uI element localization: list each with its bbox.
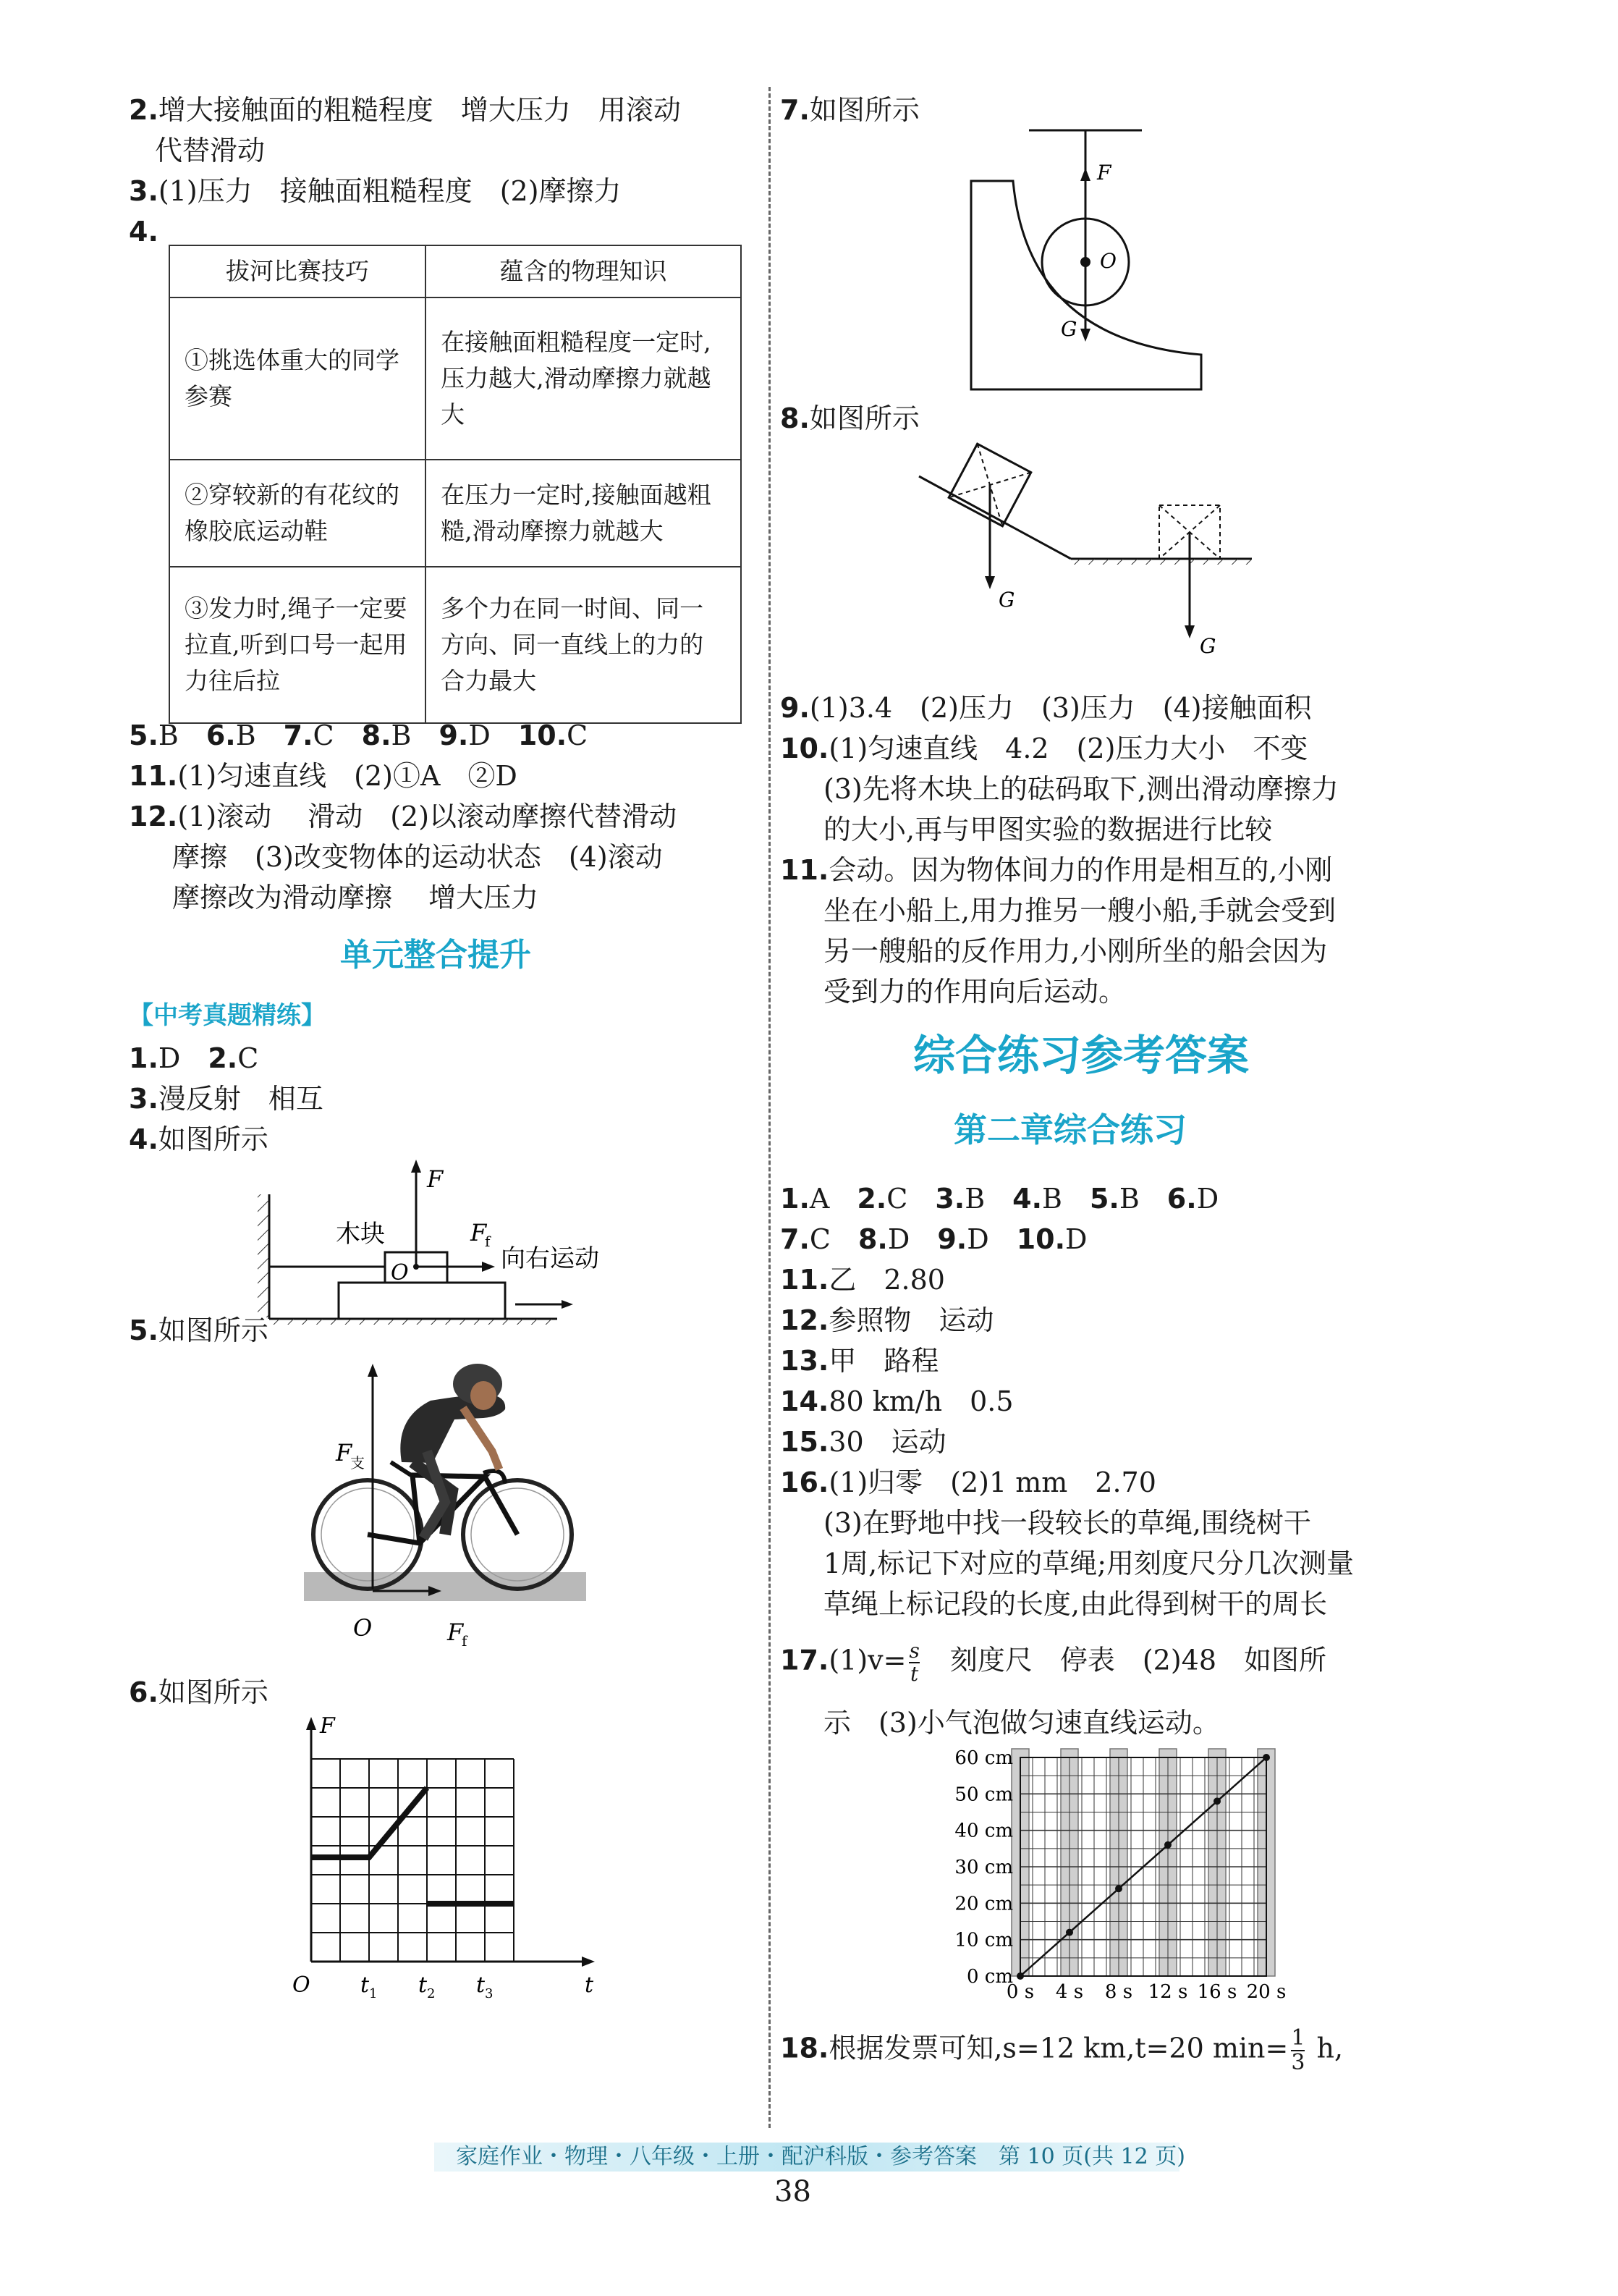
table-cell: ②穿较新的有花纹的橡胶底运动鞋 <box>169 460 425 567</box>
answer-12-cont: 摩擦 (3)改变物体的运动状态 (4)滚动 <box>172 841 663 873</box>
label-motion: 向右运动 <box>501 1244 599 1273</box>
center-o <box>1080 257 1090 267</box>
table-cell: 多个力在同一时间、同一方向、同一直线上的力的合力最大 <box>425 567 741 723</box>
chapter-answer-11: 11.乙 2.80 <box>780 1264 945 1296</box>
chapter-title: 第二章综合练习 <box>954 1110 1187 1149</box>
arrow-head <box>1080 168 1090 181</box>
label-g: G <box>1061 317 1077 341</box>
wall-hatch <box>258 1194 269 1317</box>
tug-of-war-table <box>169 245 742 724</box>
zhongkao-4: 4.如图所示 <box>129 1123 268 1155</box>
point-o <box>413 1264 419 1270</box>
answer-11-cont: 受到力的作用向后运动。 <box>823 976 1127 1008</box>
chart-data-point <box>1066 1929 1073 1936</box>
arrow-head <box>562 1300 573 1309</box>
label-t1: t <box>360 1972 370 1998</box>
arrow-head <box>306 1717 316 1730</box>
chart-data-point <box>1017 1972 1024 1980</box>
zhongkao-6: 6.如图所示 <box>129 1676 268 1708</box>
arrow-head <box>1185 625 1195 638</box>
main-title: 综合练习参考答案 <box>913 1031 1250 1080</box>
chapter-answer-15: 15.30 运动 <box>780 1426 946 1458</box>
answer-12: 12.(1)滚动 滑动 (2)以滚动摩擦代替滑动 <box>129 801 677 832</box>
chart-x-tick-label: 4 s <box>1055 1981 1084 2003</box>
bubble-position-time-chart <box>912 1737 1288 2005</box>
figure-blocks-gravity <box>912 440 1274 672</box>
chapter-answer-16-cont: 1周,标记下对应的草绳;用刻度尺分几次测量 <box>823 1548 1355 1579</box>
seat <box>391 1462 411 1475</box>
table-cell: ①挑选体重大的同学参赛 <box>169 297 425 460</box>
answer-2: 2.增大接触面的粗糙程度 增大压力 用滚动 <box>129 94 681 126</box>
label-fzhi: F <box>336 1439 352 1466</box>
page-number: 38 <box>774 2175 811 2208</box>
arrow-head <box>985 576 995 589</box>
table-header: 蕴含的物理知识 <box>425 245 741 297</box>
table-header: 拔河比赛技巧 <box>169 245 425 297</box>
answer-4-number: 4. <box>129 216 158 248</box>
label-o: O <box>1100 249 1117 273</box>
chart-y-tick-label: 10 cm <box>954 1929 1013 1951</box>
chart-x-tick-label: 12 s <box>1148 1981 1188 2003</box>
unit-title: 单元整合提升 <box>340 937 531 974</box>
section-bracket-title: 【中考真题精练】 <box>129 1001 326 1030</box>
arrow-head <box>368 1364 378 1377</box>
chapter-answer-16-cont: 草绳上标记段的长度,由此得到树干的周长 <box>823 1588 1328 1620</box>
label-ff-sub: f <box>462 1632 467 1650</box>
arrow-head <box>482 1262 495 1272</box>
chapter-answer-16-cont: (3)在野地中找一段较长的草绳,围绕树干 <box>823 1507 1311 1539</box>
table-cell: 在压力一定时,接触面越粗糙,滑动摩擦力就越大 <box>425 460 741 567</box>
chart-y-tick-label: 0 cm <box>966 1966 1013 1988</box>
answer-7: 7.如图所示 <box>780 94 920 126</box>
label-ff: F <box>470 1219 487 1246</box>
chart-data-point <box>1115 1885 1122 1892</box>
chart-x-tick-label: 20 s <box>1246 1981 1287 2003</box>
zhongkao-1-2: 1.D 2.C <box>129 1042 259 1074</box>
chart-x-tick-label: 8 s <box>1104 1981 1133 2003</box>
answer-3: 3.(1)压力 接触面粗糙程度 (2)摩擦力 <box>129 175 622 207</box>
answer-10-cont: (3)先将木块上的砝码取下,测出滑动摩擦力 <box>823 773 1339 805</box>
chart-y-tick-label: 30 cm <box>954 1857 1013 1878</box>
chapter-answer-13: 13.甲 路程 <box>780 1345 939 1377</box>
chart-y-tick-label: 40 cm <box>954 1820 1013 1842</box>
table-header-row <box>169 245 741 297</box>
label-o: O <box>353 1614 373 1642</box>
chapter-answer-17: 17.(1)v= $\frac{s}{t}$ 刻度尺 停表 (2)48 如图所 <box>780 1639 1327 1686</box>
label-fzhi-sub: 支 <box>350 1454 365 1472</box>
chapter-answer-18: 18.根据发票可知,s=12 km,t=20 min= $\frac{1}{3}$ h, <box>780 2025 1344 2075</box>
label-f: F <box>1097 161 1111 185</box>
chart-x-tick-label: 16 s <box>1197 1981 1237 2003</box>
table-cell: ③发力时,绳子一定要拉直,听到口号一起用力往后拉 <box>169 567 425 723</box>
chapter-answer-17-cont: 示 (3)小气泡做匀速直线运动。 <box>823 1707 1220 1739</box>
answer-8: 8.如图所示 <box>780 402 920 434</box>
answers-5-10: 5.B 6.B 7.C 8.B 9.D 10.C <box>129 719 588 751</box>
fraction-s-over-t: $\frac{s}{t}$ <box>909 1639 920 1686</box>
incline <box>919 476 1071 559</box>
answer-11: 11.(1)匀速直线 (2)①A ②D <box>129 760 517 792</box>
chart-data-point <box>1214 1797 1221 1805</box>
label-block: 木块 <box>336 1220 385 1249</box>
chart-data-point <box>1164 1841 1172 1849</box>
label-f: F <box>320 1713 335 1739</box>
label-t2-sub: 2 <box>427 1986 436 2001</box>
label-t2: t <box>418 1972 428 1998</box>
label-t3-sub: 3 <box>485 1986 494 2001</box>
chart-y-tick-label: 60 cm <box>954 1747 1013 1769</box>
chart-y-tick-label: 50 cm <box>954 1784 1013 1806</box>
answer-12-cont: 摩擦改为滑动摩擦 增大压力 <box>172 882 539 913</box>
label-o: O <box>391 1260 409 1286</box>
chapter-answer-16: 16.(1)归零 (2)1 mm 2.70 <box>780 1466 1156 1498</box>
floor-hatch <box>1071 559 1252 565</box>
chapter-answer-14: 14.80 km/h 0.5 <box>780 1385 1014 1417</box>
figure-ball-on-curve <box>962 123 1223 398</box>
bike-fork <box>485 1477 517 1535</box>
arrow-head <box>411 1160 421 1173</box>
answer-11-right: 11.会动。因为物体间力的作用是相互的,小刚 <box>780 854 1333 886</box>
chart-y-tick-label: 20 cm <box>954 1893 1013 1915</box>
zhongkao-5: 5.如图所示 <box>129 1314 268 1346</box>
chart-x-tick-label: 0 s <box>1006 1981 1035 2003</box>
footer-text: 家庭作业・物理・八年级・上册・配沪科版・参考答案 第 10 页(共 12 页) <box>456 2144 1185 2169</box>
table-row <box>169 297 741 460</box>
answer-2-cont: 代替滑动 <box>155 135 266 166</box>
arrow-head <box>582 1957 595 1967</box>
column-divider <box>768 87 771 2128</box>
zhongkao-3: 3.漫反射 相互 <box>129 1083 323 1115</box>
label-t3: t <box>476 1972 486 1998</box>
figure-block-forces <box>253 1158 658 1325</box>
label-t: t <box>585 1972 594 1998</box>
table-row <box>169 567 741 723</box>
board <box>339 1283 505 1319</box>
table-cell: 在接触面粗糙程度一定时,压力越大,滑动摩擦力就越大 <box>425 297 741 460</box>
label-g: G <box>1200 634 1216 658</box>
arrow-head <box>1080 329 1090 342</box>
table-row <box>169 460 741 567</box>
answer-10-cont: 的大小,再与甲图实验的数据进行比较 <box>823 814 1273 845</box>
chapter-answers-1-6: 1.A 2.C 3.B 4.B 5.B 6.D <box>780 1183 1219 1215</box>
chapter-answer-12: 12.参照物 运动 <box>780 1304 994 1336</box>
chapter-answers-7-10: 7.C 8.D 9.D 10.D <box>780 1223 1088 1255</box>
answer-11-cont: 另一艘船的反作用力,小刚所坐的船会因为 <box>823 935 1328 967</box>
label-o: O <box>292 1972 310 1998</box>
figure-cyclist <box>304 1354 593 1658</box>
answer-9: 9.(1)3.4 (2)压力 (3)压力 (4)接触面积 <box>780 692 1312 724</box>
fraction-one-third: $\frac{1}{3}$ <box>1291 2025 1305 2075</box>
label-g: G <box>999 588 1015 612</box>
label-t1-sub: 1 <box>369 1986 378 2001</box>
chart-data-point <box>1263 1754 1270 1761</box>
answer-11-cont: 坐在小船上,用力推另一艘小船,手就会受到 <box>823 895 1337 927</box>
label-ff-sub: f <box>485 1233 491 1250</box>
answer-10: 10.(1)匀速直线 4.2 (2)压力大小 不变 <box>780 733 1308 764</box>
label-f: F <box>427 1165 444 1193</box>
rider-face <box>470 1381 496 1410</box>
figure-force-time-graph <box>282 1708 622 2019</box>
label-ff: F <box>447 1618 464 1646</box>
